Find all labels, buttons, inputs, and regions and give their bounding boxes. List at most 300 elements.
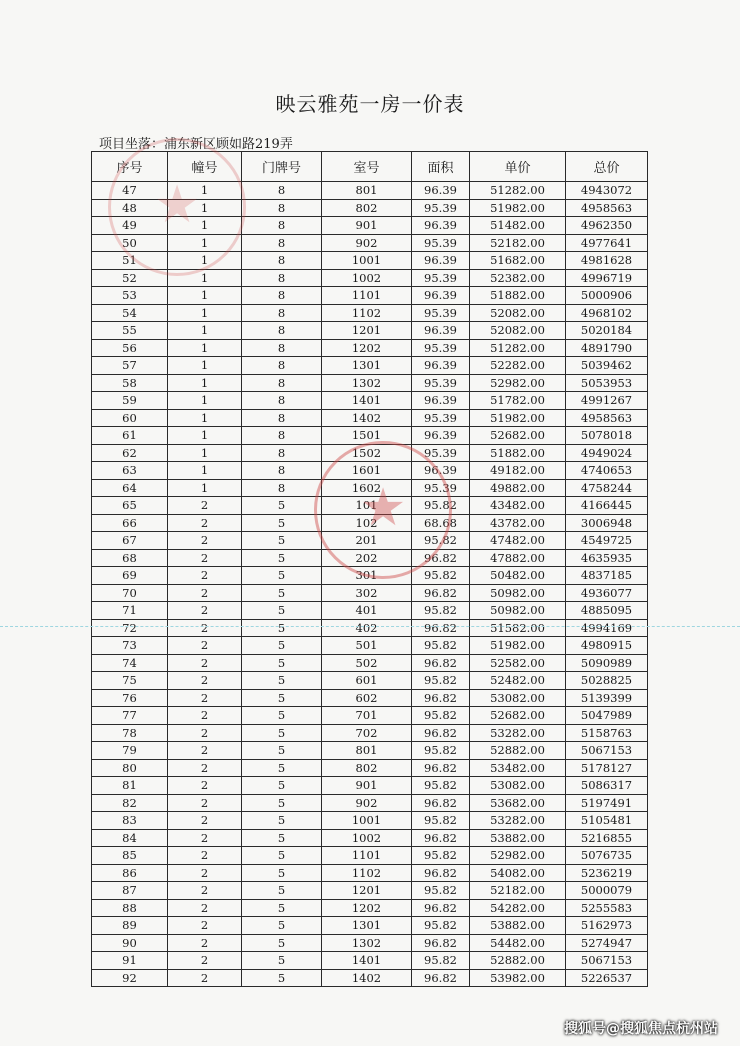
header-total-price: 总价 [566, 152, 648, 182]
cell-total-price: 5076735 [566, 847, 648, 865]
cell-serial: 58 [92, 374, 168, 392]
cell-total-price: 4977641 [566, 234, 648, 252]
cell-door-number: 8 [242, 479, 322, 497]
cell-serial: 84 [92, 829, 168, 847]
cell-unit-price: 51282.00 [470, 182, 566, 200]
cell-total-price: 5162973 [566, 917, 648, 935]
cell-door-number: 5 [242, 934, 322, 952]
cell-area: 95.39 [412, 479, 470, 497]
cell-serial: 85 [92, 847, 168, 865]
cell-room: 801 [322, 182, 412, 200]
cell-area: 96.82 [412, 689, 470, 707]
cell-building: 1 [168, 252, 242, 270]
cell-room: 1602 [322, 479, 412, 497]
cell-room: 1202 [322, 339, 412, 357]
cell-unit-price: 47482.00 [470, 532, 566, 550]
cell-total-price: 5197491 [566, 794, 648, 812]
cell-unit-price: 53082.00 [470, 777, 566, 795]
cell-door-number: 5 [242, 654, 322, 672]
cell-room: 1401 [322, 392, 412, 410]
cell-total-price: 5236219 [566, 864, 648, 882]
cell-unit-price: 53282.00 [470, 724, 566, 742]
cell-door-number: 5 [242, 497, 322, 515]
cell-door-number: 5 [242, 794, 322, 812]
cell-building: 2 [168, 514, 242, 532]
table-row [92, 619, 648, 637]
cell-unit-price: 51782.00 [470, 392, 566, 410]
table-row [92, 444, 648, 462]
cell-area: 95.82 [412, 777, 470, 795]
cell-total-price: 4981628 [566, 252, 648, 270]
cell-unit-price: 52882.00 [470, 952, 566, 970]
cell-serial: 86 [92, 864, 168, 882]
cell-serial: 51 [92, 252, 168, 270]
cell-building: 2 [168, 584, 242, 602]
cell-building: 2 [168, 829, 242, 847]
cell-door-number: 5 [242, 864, 322, 882]
document-title: 映云雅苑一房一价表 [275, 92, 465, 116]
cell-unit-price: 52382.00 [470, 269, 566, 287]
cell-total-price: 3006948 [566, 514, 648, 532]
cell-unit-price: 47882.00 [470, 549, 566, 567]
cell-serial: 73 [92, 637, 168, 655]
cell-unit-price: 54282.00 [470, 899, 566, 917]
cell-building: 2 [168, 847, 242, 865]
cell-room: 1101 [322, 847, 412, 865]
cell-unit-price: 53882.00 [470, 917, 566, 935]
table-row [92, 567, 648, 585]
table-row [92, 217, 648, 235]
cell-building: 2 [168, 549, 242, 567]
cell-room: 701 [322, 707, 412, 725]
cell-unit-price: 51482.00 [470, 217, 566, 235]
table-row [92, 672, 648, 690]
cell-room: 801 [322, 742, 412, 760]
cell-door-number: 5 [242, 724, 322, 742]
cell-unit-price: 50982.00 [470, 584, 566, 602]
table-row [92, 917, 648, 935]
cell-room: 1002 [322, 269, 412, 287]
cell-door-number: 8 [242, 374, 322, 392]
cell-serial: 60 [92, 409, 168, 427]
cell-door-number: 5 [242, 619, 322, 637]
cell-area: 95.82 [412, 672, 470, 690]
cell-door-number: 8 [242, 462, 322, 480]
table-row [92, 777, 648, 795]
cell-building: 1 [168, 234, 242, 252]
cell-area: 96.39 [412, 427, 470, 445]
cell-room: 1501 [322, 427, 412, 445]
cell-door-number: 5 [242, 637, 322, 655]
cell-total-price: 4549725 [566, 532, 648, 550]
cell-serial: 92 [92, 969, 168, 987]
table-row [92, 462, 648, 480]
cell-door-number: 8 [242, 287, 322, 305]
cell-building: 2 [168, 619, 242, 637]
cell-door-number: 5 [242, 567, 322, 585]
cell-serial: 54 [92, 304, 168, 322]
cell-area: 96.82 [412, 934, 470, 952]
cell-unit-price: 52982.00 [470, 847, 566, 865]
table-row [92, 934, 648, 952]
cell-unit-price: 51282.00 [470, 339, 566, 357]
cell-area: 95.82 [412, 567, 470, 585]
cell-area: 96.39 [412, 322, 470, 340]
table-header-row [92, 152, 648, 182]
cell-area: 96.82 [412, 549, 470, 567]
watermark: 搜狐号@搜狐焦点杭州站 [564, 1021, 718, 1037]
cell-unit-price: 51982.00 [470, 409, 566, 427]
cell-door-number: 5 [242, 952, 322, 970]
cell-building: 2 [168, 689, 242, 707]
table-row [92, 812, 648, 830]
cell-room: 202 [322, 549, 412, 567]
cell-total-price: 5139399 [566, 689, 648, 707]
table-body [92, 182, 648, 987]
cell-door-number: 5 [242, 882, 322, 900]
cell-building: 1 [168, 409, 242, 427]
header-serial: 序号 [92, 152, 168, 182]
table-row [92, 952, 648, 970]
cell-area: 96.82 [412, 584, 470, 602]
cell-area: 96.82 [412, 864, 470, 882]
cell-serial: 65 [92, 497, 168, 515]
project-location: 项目坐落：浦东新区顾如路219弄 [99, 137, 293, 152]
cell-door-number: 5 [242, 847, 322, 865]
cell-serial: 57 [92, 357, 168, 375]
cell-area: 95.82 [412, 532, 470, 550]
cell-area: 96.39 [412, 357, 470, 375]
cell-total-price: 4891790 [566, 339, 648, 357]
cell-unit-price: 53282.00 [470, 812, 566, 830]
table-row [92, 234, 648, 252]
cell-room: 1302 [322, 934, 412, 952]
cell-serial: 82 [92, 794, 168, 812]
cell-area: 96.82 [412, 794, 470, 812]
cell-serial: 62 [92, 444, 168, 462]
cell-room: 102 [322, 514, 412, 532]
cell-serial: 80 [92, 759, 168, 777]
cell-total-price: 4996719 [566, 269, 648, 287]
cell-door-number: 5 [242, 672, 322, 690]
cell-serial: 47 [92, 182, 168, 200]
table-row [92, 742, 648, 760]
cell-area: 96.82 [412, 899, 470, 917]
cell-building: 1 [168, 287, 242, 305]
cell-area: 96.82 [412, 759, 470, 777]
cell-room: 1301 [322, 357, 412, 375]
cell-room: 1601 [322, 462, 412, 480]
header-door-number: 门牌号 [242, 152, 322, 182]
cell-room: 802 [322, 199, 412, 217]
cell-serial: 89 [92, 917, 168, 935]
cell-serial: 56 [92, 339, 168, 357]
cell-serial: 71 [92, 602, 168, 620]
cell-area: 96.39 [412, 252, 470, 270]
table-row [92, 899, 648, 917]
cell-serial: 74 [92, 654, 168, 672]
cell-unit-price: 53482.00 [470, 759, 566, 777]
cell-door-number: 5 [242, 759, 322, 777]
table-row [92, 357, 648, 375]
cell-door-number: 8 [242, 392, 322, 410]
cell-unit-price: 53882.00 [470, 829, 566, 847]
cell-area: 95.82 [412, 707, 470, 725]
cell-area: 95.39 [412, 374, 470, 392]
cell-serial: 72 [92, 619, 168, 637]
cell-unit-price: 54082.00 [470, 864, 566, 882]
cell-building: 1 [168, 392, 242, 410]
cell-room: 802 [322, 759, 412, 777]
cell-room: 1301 [322, 917, 412, 935]
header-room: 室号 [322, 152, 412, 182]
cell-unit-price: 52482.00 [470, 672, 566, 690]
cell-door-number: 5 [242, 812, 322, 830]
cell-area: 96.82 [412, 724, 470, 742]
cell-building: 1 [168, 199, 242, 217]
cell-area: 95.82 [412, 742, 470, 760]
cell-area: 95.39 [412, 339, 470, 357]
cell-area: 68.68 [412, 514, 470, 532]
cell-building: 2 [168, 567, 242, 585]
cell-area: 95.82 [412, 602, 470, 620]
cell-total-price: 5086317 [566, 777, 648, 795]
cell-room: 1401 [322, 952, 412, 970]
table-row [92, 707, 648, 725]
cell-door-number: 8 [242, 427, 322, 445]
table-row [92, 689, 648, 707]
cell-total-price: 5255583 [566, 899, 648, 917]
cell-door-number: 8 [242, 322, 322, 340]
cell-building: 2 [168, 969, 242, 987]
cell-total-price: 5020184 [566, 322, 648, 340]
cell-room: 501 [322, 637, 412, 655]
cell-room: 902 [322, 794, 412, 812]
cell-door-number: 5 [242, 917, 322, 935]
cell-building: 2 [168, 707, 242, 725]
table-row [92, 794, 648, 812]
cell-unit-price: 49182.00 [470, 462, 566, 480]
cell-unit-price: 49882.00 [470, 479, 566, 497]
cell-area: 95.39 [412, 199, 470, 217]
cell-total-price: 4740653 [566, 462, 648, 480]
cell-serial: 59 [92, 392, 168, 410]
cell-unit-price: 51582.00 [470, 619, 566, 637]
cell-unit-price: 50482.00 [470, 567, 566, 585]
cell-unit-price: 52682.00 [470, 707, 566, 725]
cell-room: 1101 [322, 287, 412, 305]
cell-door-number: 5 [242, 532, 322, 550]
cell-area: 95.82 [412, 917, 470, 935]
cell-total-price: 5105481 [566, 812, 648, 830]
cell-door-number: 5 [242, 584, 322, 602]
cell-unit-price: 52182.00 [470, 882, 566, 900]
cell-serial: 50 [92, 234, 168, 252]
cell-room: 201 [322, 532, 412, 550]
cell-building: 2 [168, 812, 242, 830]
cell-unit-price: 43782.00 [470, 514, 566, 532]
cell-unit-price: 52882.00 [470, 742, 566, 760]
cell-serial: 77 [92, 707, 168, 725]
cell-area: 95.39 [412, 409, 470, 427]
cell-total-price: 4980915 [566, 637, 648, 655]
cell-total-price: 4968102 [566, 304, 648, 322]
table-row [92, 392, 648, 410]
cell-door-number: 8 [242, 217, 322, 235]
cell-door-number: 5 [242, 602, 322, 620]
cell-building: 1 [168, 462, 242, 480]
cell-area: 95.39 [412, 304, 470, 322]
cell-serial: 68 [92, 549, 168, 567]
cell-area: 96.39 [412, 217, 470, 235]
guide-line [0, 626, 740, 627]
cell-building: 2 [168, 724, 242, 742]
cell-unit-price: 51882.00 [470, 444, 566, 462]
cell-room: 1102 [322, 304, 412, 322]
table-row [92, 969, 648, 987]
cell-area: 96.39 [412, 392, 470, 410]
cell-total-price: 5090989 [566, 654, 648, 672]
table-row [92, 532, 648, 550]
cell-building: 2 [168, 899, 242, 917]
table-row [92, 637, 648, 655]
table-row [92, 287, 648, 305]
cell-area: 96.82 [412, 654, 470, 672]
cell-total-price: 4166445 [566, 497, 648, 515]
cell-area: 96.39 [412, 182, 470, 200]
cell-total-price: 4943072 [566, 182, 648, 200]
cell-area: 95.82 [412, 637, 470, 655]
cell-room: 901 [322, 217, 412, 235]
cell-area: 95.82 [412, 882, 470, 900]
cell-door-number: 8 [242, 357, 322, 375]
cell-door-number: 8 [242, 199, 322, 217]
cell-serial: 81 [92, 777, 168, 795]
cell-room: 602 [322, 689, 412, 707]
cell-room: 902 [322, 234, 412, 252]
header-unit-price: 单价 [470, 152, 566, 182]
table-row [92, 182, 648, 200]
cell-unit-price: 51882.00 [470, 287, 566, 305]
cell-building: 1 [168, 479, 242, 497]
cell-room: 1402 [322, 969, 412, 987]
cell-room: 401 [322, 602, 412, 620]
cell-total-price: 4635935 [566, 549, 648, 567]
cell-building: 2 [168, 532, 242, 550]
cell-building: 2 [168, 759, 242, 777]
cell-total-price: 5067153 [566, 742, 648, 760]
cell-serial: 75 [92, 672, 168, 690]
cell-area: 95.82 [412, 812, 470, 830]
table-row [92, 497, 648, 515]
cell-door-number: 5 [242, 969, 322, 987]
cell-room: 901 [322, 777, 412, 795]
cell-serial: 83 [92, 812, 168, 830]
cell-total-price: 5078018 [566, 427, 648, 445]
cell-door-number: 8 [242, 409, 322, 427]
cell-serial: 49 [92, 217, 168, 235]
cell-serial: 70 [92, 584, 168, 602]
table-row [92, 409, 648, 427]
cell-unit-price: 52582.00 [470, 654, 566, 672]
cell-room: 1102 [322, 864, 412, 882]
cell-serial: 69 [92, 567, 168, 585]
cell-building: 2 [168, 654, 242, 672]
cell-door-number: 5 [242, 707, 322, 725]
cell-door-number: 8 [242, 269, 322, 287]
cell-serial: 48 [92, 199, 168, 217]
table-row [92, 829, 648, 847]
cell-total-price: 5067153 [566, 952, 648, 970]
cell-total-price: 5274947 [566, 934, 648, 952]
cell-door-number: 5 [242, 899, 322, 917]
cell-serial: 55 [92, 322, 168, 340]
cell-total-price: 4991267 [566, 392, 648, 410]
cell-room: 1502 [322, 444, 412, 462]
cell-serial: 52 [92, 269, 168, 287]
cell-building: 2 [168, 602, 242, 620]
table-row [92, 602, 648, 620]
cell-door-number: 5 [242, 514, 322, 532]
table-row [92, 549, 648, 567]
cell-area: 95.82 [412, 847, 470, 865]
cell-building: 2 [168, 497, 242, 515]
table-row [92, 374, 648, 392]
cell-total-price: 4958563 [566, 409, 648, 427]
cell-building: 2 [168, 882, 242, 900]
cell-building: 2 [168, 952, 242, 970]
cell-room: 301 [322, 567, 412, 585]
cell-room: 502 [322, 654, 412, 672]
cell-area: 95.82 [412, 497, 470, 515]
cell-building: 1 [168, 444, 242, 462]
cell-serial: 90 [92, 934, 168, 952]
price-table [91, 151, 648, 987]
cell-building: 1 [168, 182, 242, 200]
cell-area: 95.39 [412, 269, 470, 287]
table-row [92, 584, 648, 602]
cell-total-price: 5000079 [566, 882, 648, 900]
cell-unit-price: 53682.00 [470, 794, 566, 812]
table-row [92, 882, 648, 900]
cell-area: 95.82 [412, 952, 470, 970]
table-row [92, 252, 648, 270]
cell-room: 1001 [322, 812, 412, 830]
cell-total-price: 4949024 [566, 444, 648, 462]
table-row [92, 427, 648, 445]
cell-door-number: 8 [242, 182, 322, 200]
cell-total-price: 5053953 [566, 374, 648, 392]
cell-total-price: 4758244 [566, 479, 648, 497]
cell-total-price: 5047989 [566, 707, 648, 725]
cell-area: 96.82 [412, 969, 470, 987]
cell-serial: 88 [92, 899, 168, 917]
cell-building: 1 [168, 339, 242, 357]
table-row [92, 304, 648, 322]
cell-unit-price: 43482.00 [470, 497, 566, 515]
cell-room: 1001 [322, 252, 412, 270]
cell-building: 2 [168, 742, 242, 760]
cell-building: 1 [168, 322, 242, 340]
table-row [92, 724, 648, 742]
cell-total-price: 4885095 [566, 602, 648, 620]
cell-room: 601 [322, 672, 412, 690]
cell-room: 101 [322, 497, 412, 515]
cell-area: 96.82 [412, 829, 470, 847]
table-row [92, 654, 648, 672]
cell-building: 2 [168, 672, 242, 690]
cell-room: 1002 [322, 829, 412, 847]
